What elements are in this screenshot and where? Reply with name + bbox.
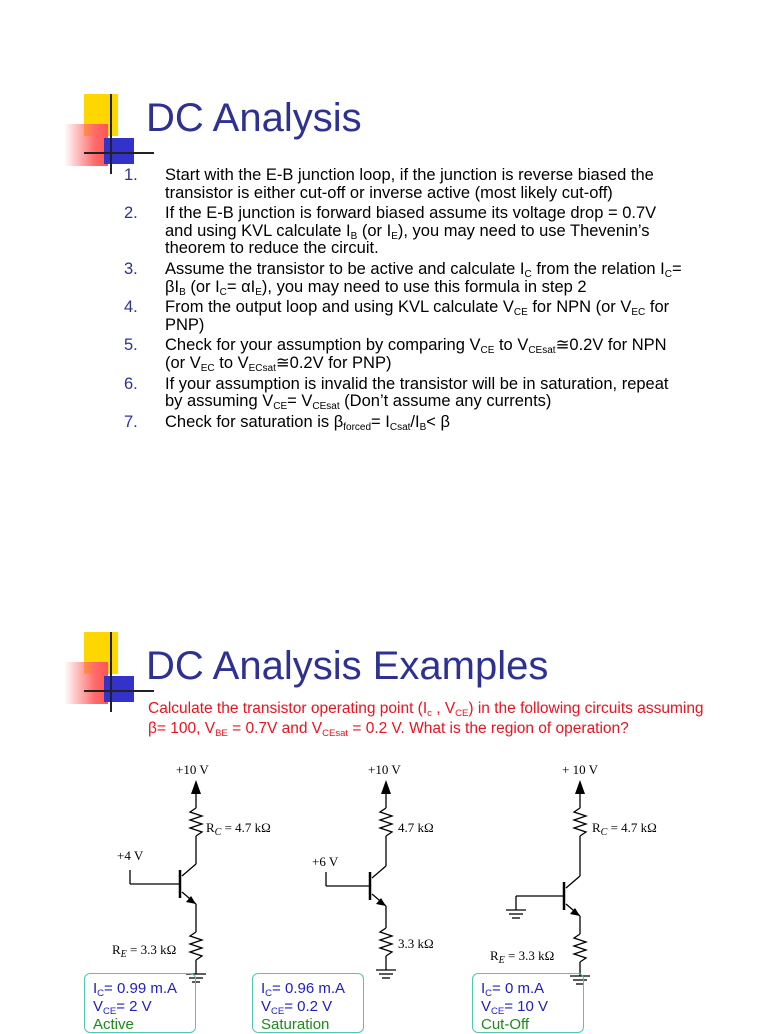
- vin-label: +6 V: [312, 854, 339, 869]
- step-item: 7. Check for saturation is $\beta_{forced}= I_{Csat}/I_B< \beta$: [124, 412, 450, 433]
- step-number: 6.: [124, 374, 138, 393]
- step-number: 2.: [124, 204, 138, 223]
- step-item: 3. Assume the transistor to be active and calculate $I_C$ from the relation $I_C= \beta I_B$ (or $I_C= \alpha I_E$), you may need to use this formula in step 2: [124, 259, 682, 298]
- region-line: Saturation: [261, 1016, 330, 1033]
- answer-box-1: [84, 973, 196, 1033]
- circuit-2: [312, 762, 434, 978]
- slide-title: DC Analysis Examples: [146, 644, 549, 688]
- step-item: 5. Check for your assumption by comparing $V_{CE}$ to $V_{CEsat}≅0.2V$ for NPN (or $V_{EC}$ to $V_{ECsat}≅0.2V$ for PNP): [124, 336, 667, 374]
- step-item: 4. From the output loop and using KVL calculate $V_{CE}$ for NPN (or $V_{EC}$ for PNP): [124, 298, 670, 334]
- vin-label: +4 V: [117, 848, 144, 863]
- slide-title: DC Analysis: [146, 96, 362, 140]
- answer-box-3: [472, 973, 584, 1033]
- rc-label: $R_C = 4.7$ kΩ: [206, 820, 271, 838]
- ic-line: $I_C= 0$ m.A: [481, 980, 545, 999]
- slide-dc-analysis: [0, 0, 768, 512]
- corner-decoration: [64, 632, 154, 712]
- circuit-1: [112, 762, 271, 982]
- vcc-label: +10 V: [368, 762, 401, 777]
- region-line: Active: [93, 1016, 134, 1033]
- step-number: 4.: [124, 298, 138, 317]
- ic-line: $I_C= 0.96$ m.A: [261, 980, 346, 999]
- vcc-label: +10 V: [176, 762, 209, 777]
- vce-line: $V_{CE}= 2$ V: [93, 998, 152, 1017]
- ic-line: $I_C= 0.99$ m.A: [93, 980, 178, 999]
- corner-decoration: [64, 94, 154, 174]
- steps-list: [124, 167, 684, 434]
- vce-line: $V_{CE}= 10$ V: [481, 998, 549, 1017]
- step-item: 1. Start with the E-B junction loop, if the junction is reverse biased the transistor is either cut-off or inverse active (most likely cut-off): [124, 166, 654, 202]
- slide-dc-analysis-examples: [0, 512, 768, 1033]
- re-label: $R_E = 3.3$ kΩ: [112, 942, 177, 960]
- step-number: 1.: [124, 166, 138, 184]
- vce-line: $V_{CE}= 0.2$ V: [261, 998, 333, 1017]
- rc-label: 4.7 kΩ: [398, 820, 434, 835]
- re-label: $R_E = 3.3$ kΩ: [490, 948, 555, 966]
- step-item: 6. If your assumption is invalid the transistor will be in saturation, repeat by assuming $V_{CE}= V_{CEsat}$ (Don’t assume any currents): [124, 374, 669, 413]
- answer-box-2: [252, 973, 364, 1033]
- step-item: 2. If the E-B junction is forward biased assume its voltage drop = 0.7V and using KVL calculate $I_B$ (or $I_E$), you may need to use Thevenin’s theorem to reduce the circuit.: [124, 204, 657, 258]
- step-number: 3.: [124, 259, 138, 278]
- step-number: 7.: [124, 412, 138, 431]
- region-line: Cut-Off: [481, 1016, 530, 1033]
- step-number: 5.: [124, 336, 138, 355]
- example-question: Calculate the transistor operating point ($I_c$ , $V_{CE}$) in the following circuits assuming β= 100, $V_{BE} = 0.7V$ and $V_{CEsat} = 0.2$ V. What is the region of operation?: [148, 700, 704, 739]
- vcc-label: + 10 V: [562, 762, 598, 777]
- circuit-3: [490, 762, 657, 984]
- rc-label: $R_C = 4.7$ kΩ: [592, 820, 657, 838]
- re-label: 3.3 kΩ: [398, 936, 434, 951]
